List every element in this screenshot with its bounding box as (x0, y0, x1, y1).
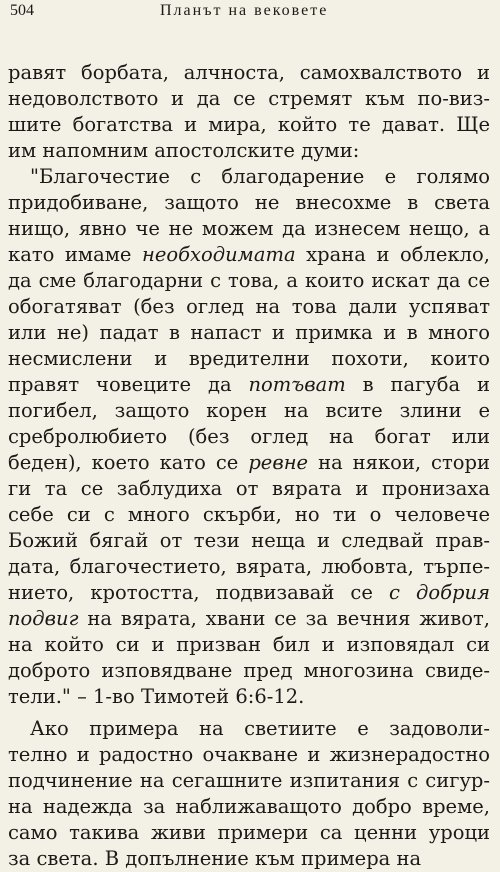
text-line (8, 112, 490, 138)
text-segment: "Благочестие с благодарение е голямо (30, 165, 490, 188)
text-segment: да сме благодарни с това, а които искат да се (8, 269, 490, 292)
emphasis-text: необходимата (142, 243, 296, 266)
text-line (8, 742, 490, 768)
emphasis-text: ревне (248, 451, 309, 474)
text-line (8, 450, 490, 476)
text-segment: на някои, стори (308, 451, 490, 474)
text-segment: като имаме (8, 243, 142, 266)
text-line (8, 86, 490, 112)
text-line (8, 554, 490, 580)
text-segment: погибел, защото корен на всите злини е (8, 399, 490, 422)
text-segment: на вярата, хвани се за вечния живот, (78, 607, 490, 630)
text-segment: сребролюбието (без оглед на богат или (8, 425, 490, 448)
text-line (8, 476, 490, 502)
text-line (8, 716, 490, 742)
text-segment: Божий бягай от тези неща и следвай прав- (8, 529, 490, 552)
text-line (8, 820, 490, 846)
text-line (8, 684, 490, 710)
text-segment: шите богатства и мира, който те дават. Ще (8, 113, 490, 136)
text-segment: за света. В допълнение към примера на (8, 847, 422, 870)
text-line (8, 268, 490, 294)
text-segment: им напомним апостолските думи: (8, 139, 360, 162)
text-line (8, 632, 490, 658)
text-segment: правят човеците да (8, 373, 249, 396)
text-line (8, 398, 490, 424)
text-segment: само такива живи примери са ценни уроци (8, 821, 490, 844)
text-segment: на който си и призван бил и изповядал си (8, 633, 490, 656)
text-segment: недоволството и да се стремят към по-виз- (8, 87, 490, 110)
text-line (8, 846, 490, 872)
text-segment: тели." – 1-во Тимотей 6:6-12. (8, 685, 305, 708)
text-line (8, 164, 490, 190)
text-segment: беден), което като се (8, 451, 249, 474)
text-segment: обогатяват (без оглед на това дали успяват (8, 295, 490, 318)
text-segment: себе си с много скърби, но ти о человече (8, 503, 490, 526)
text-line (8, 294, 490, 320)
text-segment: телно и радостно очакване и жизнерадостно (8, 743, 490, 766)
emphasis-text: с добрия (389, 581, 490, 604)
emphasis-text: потъват (248, 373, 346, 396)
text-segment: или не) падат в напаст и примка и в много (8, 321, 490, 344)
text-line (8, 372, 490, 398)
text-line (8, 528, 490, 554)
text-segment: в пагуба и (345, 373, 490, 396)
text-line (8, 580, 490, 606)
page-number: 504 (10, 2, 34, 19)
running-head (10, 2, 488, 28)
text-segment: нищо, явно че не можем да изнесем нещо, а (8, 217, 490, 240)
text-line (8, 320, 490, 346)
text-line (8, 502, 490, 528)
text-line (8, 606, 490, 632)
text-line (8, 658, 490, 684)
text-segment: на надежда за наближаващото добро време, (8, 795, 490, 818)
text-segment: храна и облекло, (295, 243, 490, 266)
emphasis-text: подвиг (8, 607, 79, 630)
text-segment: доброто изповядване пред многозина свиде- (8, 659, 490, 682)
text-line (8, 242, 490, 268)
text-line (8, 768, 490, 794)
text-segment: подчинение на сегашните изпитания с сигур- (8, 769, 490, 792)
body-text (8, 60, 490, 872)
text-segment: равят борбата, алчноста, самохвалството и (8, 61, 490, 84)
text-line (8, 216, 490, 242)
text-line (8, 138, 490, 164)
text-line (8, 794, 490, 820)
text-line (8, 346, 490, 372)
running-title: Планът на вековете (160, 2, 329, 19)
text-segment: придобиване, защото не внесохме в света (8, 191, 490, 214)
text-segment: нието, кротостта, подвизавай се (8, 581, 390, 604)
text-segment: ги та се заблудиха от вярата и пронизаха (8, 477, 490, 500)
text-segment: несмислени и вредителни похоти, които (8, 347, 490, 370)
text-line (8, 60, 490, 86)
text-line (8, 190, 490, 216)
text-line (8, 424, 490, 450)
text-segment: дата, благочестието, вярата, любовта, търпе- (8, 555, 490, 578)
text-segment: Ако примера на светиите е задоволи- (30, 717, 490, 740)
